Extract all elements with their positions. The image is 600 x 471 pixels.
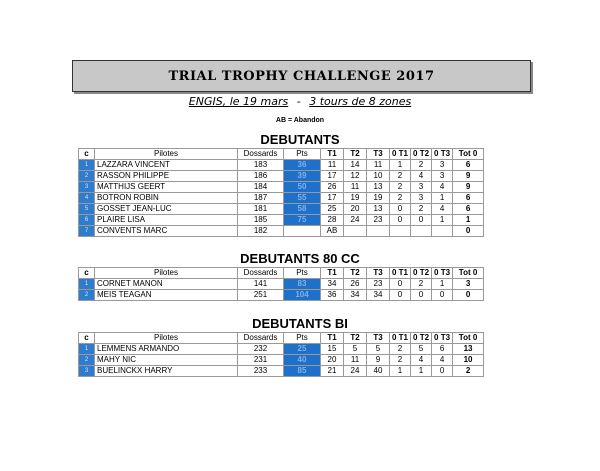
- col-zero-t2: 0 T2: [411, 333, 432, 344]
- t2-score: 20: [344, 204, 367, 215]
- event-format: 3 tours de 8 zones: [309, 95, 412, 108]
- points: 39: [284, 171, 321, 182]
- col-pilotes: Pilotes: [95, 333, 238, 344]
- col-pts: Pts: [284, 333, 321, 344]
- zero-t1: 0: [390, 215, 411, 226]
- col-pilotes: Pilotes: [95, 149, 238, 160]
- section-title: DEBUTANTS: [260, 132, 340, 147]
- rank-cell: 2: [79, 171, 95, 182]
- col-t1: T1: [321, 149, 344, 160]
- t1-score: 25: [321, 204, 344, 215]
- t2-score: 5: [344, 344, 367, 355]
- col-dossards: Dossards: [238, 268, 284, 279]
- t2-score: 12: [344, 171, 367, 182]
- t2-score: 24: [344, 366, 367, 377]
- subtitle-dash: -: [296, 95, 301, 108]
- t3-score: 9: [367, 355, 390, 366]
- col-t2: T2: [344, 333, 367, 344]
- t2-score: 26: [344, 279, 367, 290]
- total-zero: 0: [453, 290, 484, 301]
- dossard: 232: [238, 344, 284, 355]
- t2-score: 11: [344, 182, 367, 193]
- dossard: 183: [238, 160, 284, 171]
- zero-t2: 0: [411, 215, 432, 226]
- rank-cell: 3: [79, 366, 95, 377]
- col-t1: T1: [321, 268, 344, 279]
- zero-t1: [390, 226, 411, 237]
- zero-t2: 3: [411, 193, 432, 204]
- total-zero: 1: [453, 215, 484, 226]
- total-zero: 9: [453, 171, 484, 182]
- rank-cell: 5: [79, 204, 95, 215]
- section-title: DEBUTANTS 80 CC: [240, 251, 360, 266]
- total-zero: 2: [453, 366, 484, 377]
- t2-score: 11: [344, 355, 367, 366]
- t3-score: 34: [367, 290, 390, 301]
- rank-cell: 1: [79, 279, 95, 290]
- zero-t2: 2: [411, 160, 432, 171]
- t1-score: 11: [321, 160, 344, 171]
- rank-cell: 1: [79, 344, 95, 355]
- rank-cell: 2: [79, 355, 95, 366]
- rank-cell: 1: [79, 160, 95, 171]
- zero-t3: 0: [432, 290, 453, 301]
- col-tot-zero: Tot 0: [453, 268, 484, 279]
- col-pts: Pts: [284, 149, 321, 160]
- t1-score: 21: [321, 366, 344, 377]
- col-classement: c: [79, 333, 95, 344]
- points: 55: [284, 193, 321, 204]
- pilot-name: GOSSET JEAN-LUC: [95, 204, 238, 215]
- dossard: 251: [238, 290, 284, 301]
- header-row: [79, 149, 484, 160]
- zero-t1: 2: [390, 355, 411, 366]
- t3-score: 11: [367, 160, 390, 171]
- t3-score: [367, 226, 390, 237]
- t2-score: [344, 226, 367, 237]
- zero-t3: 1: [432, 279, 453, 290]
- t1-score: 20: [321, 355, 344, 366]
- zero-t3: 3: [432, 171, 453, 182]
- t2-score: 19: [344, 193, 367, 204]
- col-t1: T1: [321, 333, 344, 344]
- table-row: [79, 344, 484, 355]
- pilot-name: MAHY NIC: [95, 355, 238, 366]
- dossard: 182: [238, 226, 284, 237]
- table-row: [79, 290, 484, 301]
- points: 50: [284, 182, 321, 193]
- table-row: [79, 226, 484, 237]
- zero-t2: 2: [411, 204, 432, 215]
- zero-t2: 2: [411, 279, 432, 290]
- zero-t1: 0: [390, 290, 411, 301]
- col-zero-t1: 0 T1: [390, 333, 411, 344]
- zero-t2: 4: [411, 355, 432, 366]
- total-zero: 10: [453, 355, 484, 366]
- table-row: [79, 171, 484, 182]
- table-row: [79, 215, 484, 226]
- zero-t1: 2: [390, 344, 411, 355]
- t1-score: 17: [321, 193, 344, 204]
- results-table-debutants-bi: [78, 332, 484, 377]
- col-t2: T2: [344, 149, 367, 160]
- pilot-name: CORNET MANON: [95, 279, 238, 290]
- zero-t2: 5: [411, 344, 432, 355]
- zero-t3: 1: [432, 215, 453, 226]
- t2-score: 24: [344, 215, 367, 226]
- pilot-name: MEIS TEAGAN: [95, 290, 238, 301]
- points: 104: [284, 290, 321, 301]
- t3-score: 23: [367, 215, 390, 226]
- table-row: [79, 279, 484, 290]
- t1-score: 34: [321, 279, 344, 290]
- page-title: TRIAL TROPHY CHALLENGE 2017: [168, 68, 435, 84]
- col-classement: c: [79, 149, 95, 160]
- dossard: 184: [238, 182, 284, 193]
- title-banner: [72, 60, 531, 92]
- zero-t2: [411, 226, 432, 237]
- col-zero-t2: 0 T2: [411, 149, 432, 160]
- dossard: 187: [238, 193, 284, 204]
- col-t3: T3: [367, 268, 390, 279]
- col-dossards: Dossards: [238, 333, 284, 344]
- col-zero-t3: 0 T3: [432, 149, 453, 160]
- header-row: [79, 333, 484, 344]
- col-classement: c: [79, 268, 95, 279]
- t1-score: 17: [321, 171, 344, 182]
- pilot-name: BUELINCKX HARRY: [95, 366, 238, 377]
- table-row: [79, 182, 484, 193]
- pilot-name: BOTRON ROBIN: [95, 193, 238, 204]
- points: 75: [284, 215, 321, 226]
- col-t2: T2: [344, 268, 367, 279]
- zero-t1: 0: [390, 204, 411, 215]
- col-zero-t1: 0 T1: [390, 149, 411, 160]
- rank-cell: 7: [79, 226, 95, 237]
- event-subtitle: [0, 95, 600, 108]
- t3-score: 13: [367, 182, 390, 193]
- zero-t3: [432, 226, 453, 237]
- table-row: [79, 193, 484, 204]
- zero-t3: 1: [432, 193, 453, 204]
- t2-score: 34: [344, 290, 367, 301]
- zero-t3: 3: [432, 160, 453, 171]
- table-row: [79, 160, 484, 171]
- t3-score: 40: [367, 366, 390, 377]
- rank-cell: 4: [79, 193, 95, 204]
- t1-score: AB: [321, 226, 344, 237]
- zero-t3: 4: [432, 204, 453, 215]
- zero-t2: 1: [411, 366, 432, 377]
- header-row: [79, 268, 484, 279]
- col-zero-t3: 0 T3: [432, 268, 453, 279]
- t1-score: 28: [321, 215, 344, 226]
- col-t3: T3: [367, 149, 390, 160]
- t3-score: 19: [367, 193, 390, 204]
- col-dossards: Dossards: [238, 149, 284, 160]
- t1-score: 26: [321, 182, 344, 193]
- col-tot-zero: Tot 0: [453, 149, 484, 160]
- dossard: 233: [238, 366, 284, 377]
- t1-score: 36: [321, 290, 344, 301]
- zero-t3: 4: [432, 355, 453, 366]
- rank-cell: 6: [79, 215, 95, 226]
- table-row: [79, 204, 484, 215]
- pilot-name: PLAIRE LISA: [95, 215, 238, 226]
- results-table-debutants-80cc: [78, 267, 484, 301]
- dossard: 186: [238, 171, 284, 182]
- rank-cell: 3: [79, 182, 95, 193]
- table-row: [79, 355, 484, 366]
- total-zero: 6: [453, 193, 484, 204]
- results-table-debutants: [78, 148, 484, 237]
- event-location-date: ENGIS, le 19 mars: [188, 95, 289, 108]
- dossard: 185: [238, 215, 284, 226]
- col-zero-t2: 0 T2: [411, 268, 432, 279]
- rank-cell: 2: [79, 290, 95, 301]
- total-zero: 6: [453, 204, 484, 215]
- col-t3: T3: [367, 333, 390, 344]
- zero-t1: 0: [390, 279, 411, 290]
- total-zero: 0: [453, 226, 484, 237]
- points: 25: [284, 344, 321, 355]
- zero-t2: 0: [411, 290, 432, 301]
- points: 85: [284, 366, 321, 377]
- zero-t3: 4: [432, 182, 453, 193]
- table-row: [79, 366, 484, 377]
- col-pilotes: Pilotes: [95, 268, 238, 279]
- total-zero: 6: [453, 160, 484, 171]
- zero-t3: 6: [432, 344, 453, 355]
- abandon-legend: AB = Abandon: [275, 117, 325, 124]
- zero-t1: 1: [390, 366, 411, 377]
- t3-score: 5: [367, 344, 390, 355]
- points: 83: [284, 279, 321, 290]
- zero-t1: 1: [390, 160, 411, 171]
- t3-score: 23: [367, 279, 390, 290]
- dossard: 181: [238, 204, 284, 215]
- t3-score: 10: [367, 171, 390, 182]
- total-zero: 3: [453, 279, 484, 290]
- zero-t1: 2: [390, 193, 411, 204]
- points: 40: [284, 355, 321, 366]
- total-zero: 9: [453, 182, 484, 193]
- col-zero-t1: 0 T1: [390, 268, 411, 279]
- zero-t3: 0: [432, 366, 453, 377]
- pilot-name: LAZZARA VINCENT: [95, 160, 238, 171]
- col-pts: Pts: [284, 268, 321, 279]
- col-tot-zero: Tot 0: [453, 333, 484, 344]
- zero-t2: 3: [411, 182, 432, 193]
- zero-t2: 4: [411, 171, 432, 182]
- zero-t1: 2: [390, 171, 411, 182]
- total-zero: 13: [453, 344, 484, 355]
- t3-score: 13: [367, 204, 390, 215]
- pilot-name: LEMMENS ARMANDO: [95, 344, 238, 355]
- t1-score: 15: [321, 344, 344, 355]
- points: [284, 226, 321, 237]
- col-zero-t3: 0 T3: [432, 333, 453, 344]
- points: 58: [284, 204, 321, 215]
- section-title: DEBUTANTS BI: [252, 316, 348, 331]
- dossard: 141: [238, 279, 284, 290]
- points: 36: [284, 160, 321, 171]
- zero-t1: 2: [390, 182, 411, 193]
- t2-score: 14: [344, 160, 367, 171]
- pilot-name: MATTHIJS GEERT: [95, 182, 238, 193]
- pilot-name: CONVENTS MARC: [95, 226, 238, 237]
- dossard: 231: [238, 355, 284, 366]
- pilot-name: RASSON PHILIPPE: [95, 171, 238, 182]
